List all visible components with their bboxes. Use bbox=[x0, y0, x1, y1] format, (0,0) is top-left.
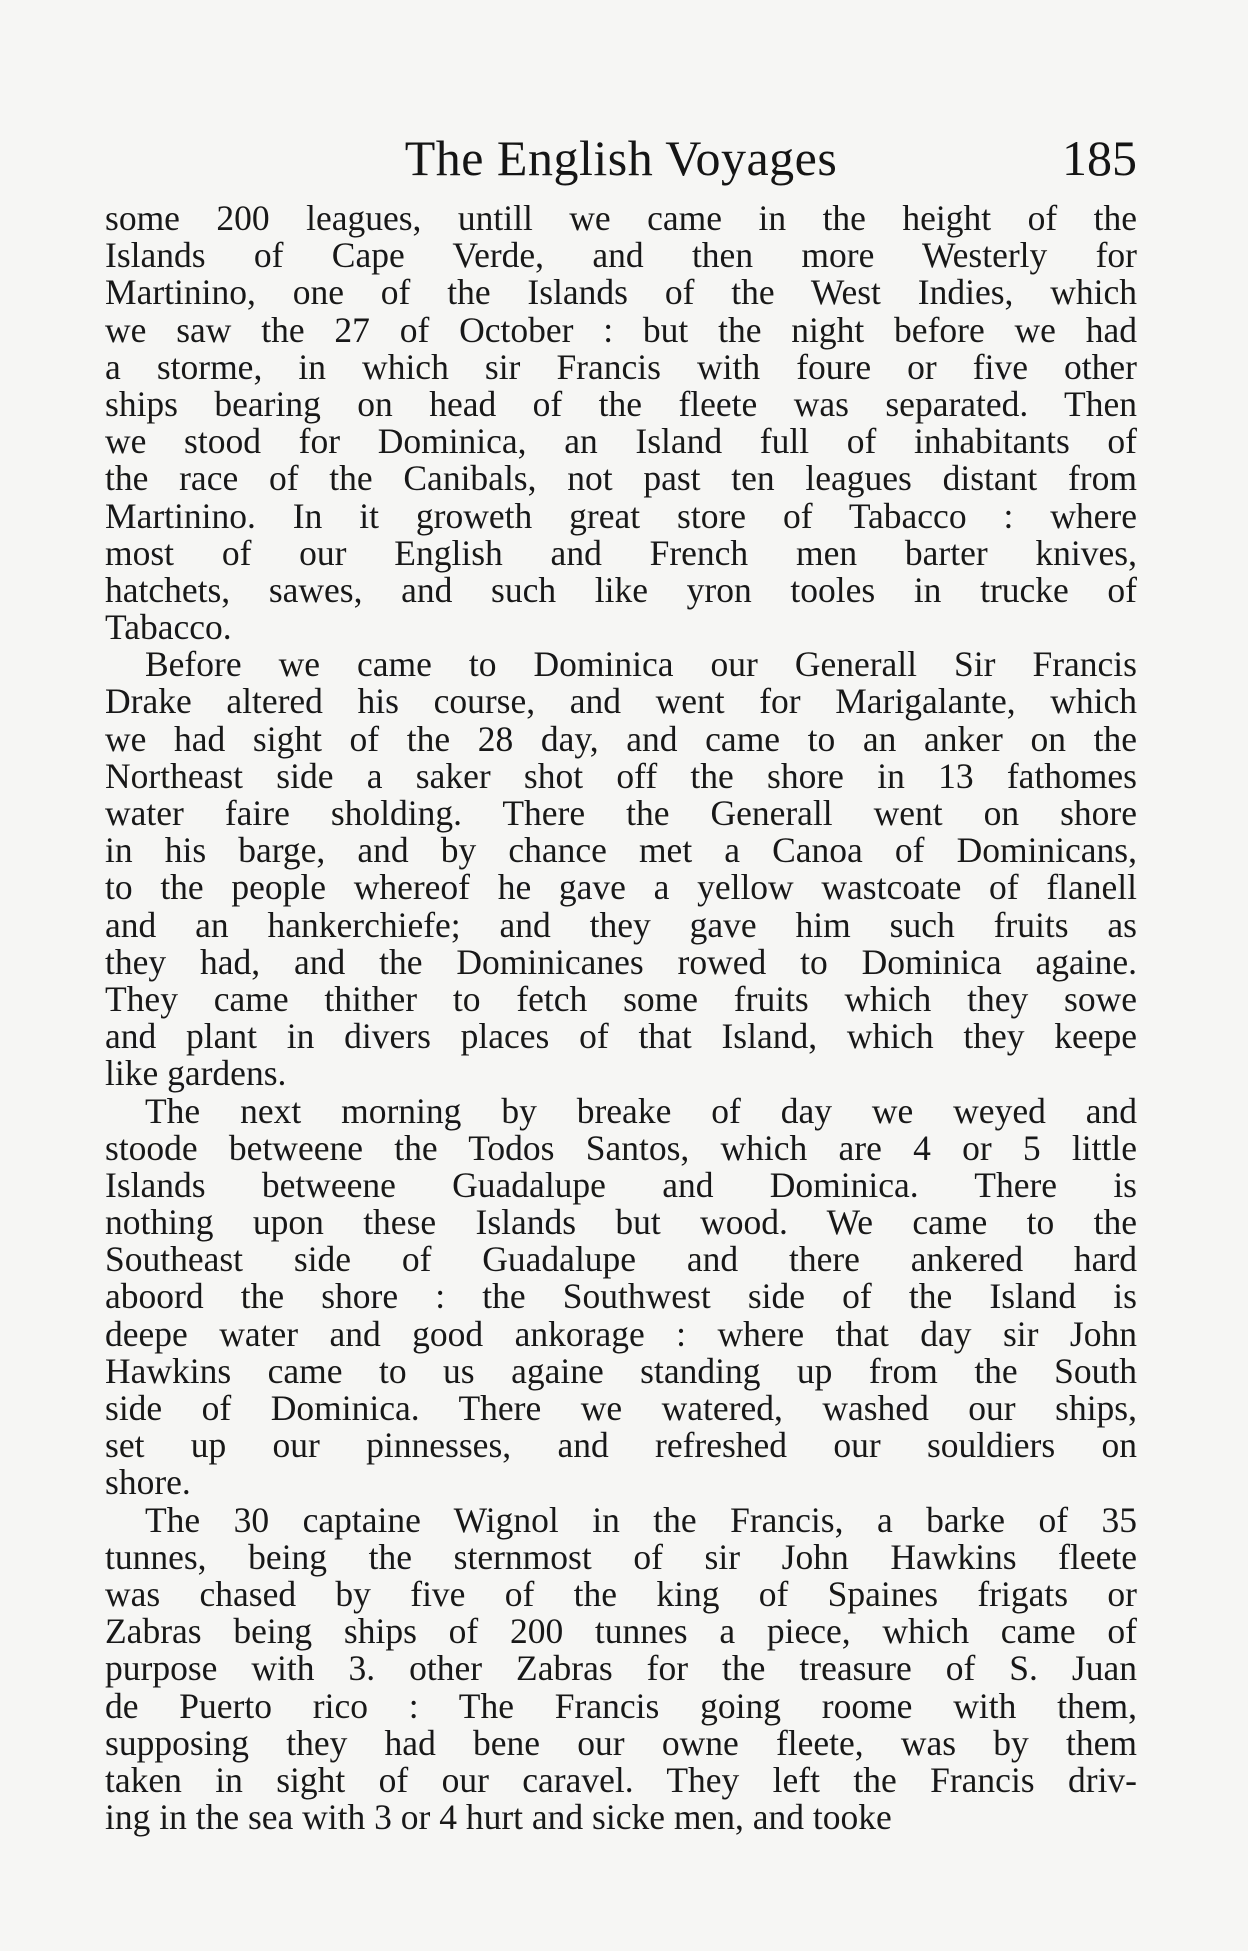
page-header bbox=[105, 128, 1137, 188]
text-line: ing in the sea with 3 or 4 hurt and sicke men, and tooke bbox=[105, 1797, 892, 1838]
text-line: The 30 captaine Wignol in the Francis, a barke of 35 bbox=[145, 1499, 1137, 1540]
text-line: Martinino. In it groweth great store of Tabacco : where bbox=[105, 495, 1137, 536]
text-line: and plant in divers places of that Island, which they keepe bbox=[105, 1016, 1137, 1057]
text-line: Northeast side a saker shot off the shore in 13 fathomes bbox=[105, 755, 1137, 796]
running-title: The English Voyages bbox=[404, 130, 838, 186]
text-line: supposing they had bene our owne fleete, was by them bbox=[105, 1722, 1137, 1763]
text-line: de Puerto rico : The Francis going roome with them, bbox=[105, 1685, 1137, 1726]
text-line: ships bearing on head of the fleete was separated. Then bbox=[105, 383, 1137, 424]
text-line: we saw the 27 of October : but the night before we had bbox=[105, 309, 1137, 350]
text-line: Before we came to Dominica our Generall Sir Francis bbox=[145, 644, 1137, 685]
text-line: we stood for Dominica, an Island full of inhabitants of bbox=[105, 421, 1137, 462]
text-line: The next morning by breake of day we weyed and bbox=[145, 1090, 1137, 1131]
text-line: stoode betweene the Todos Santos, which are 4 or 5 little bbox=[105, 1127, 1137, 1168]
text-line: purpose with 3. other Zabras for the treasure of S. Juan bbox=[105, 1648, 1137, 1689]
text-line: shore. bbox=[105, 1462, 191, 1503]
text-line: water faire sholding. There the Generall went on shore bbox=[105, 793, 1137, 833]
paragraph bbox=[105, 200, 1137, 646]
text-line: the race of the Canibals, not past ten leagues distant from bbox=[105, 458, 1137, 499]
text-line: nothing upon these Islands but wood. We came to the bbox=[105, 1202, 1137, 1243]
text-line: Drake altered his course, and went for Marigalante, which bbox=[105, 681, 1137, 722]
paragraph bbox=[105, 1090, 1137, 1503]
text-line: like gardens. bbox=[105, 1053, 287, 1094]
text-line: side of Dominica. There we watered, washed our ships, bbox=[105, 1388, 1137, 1428]
text-line: to the people whereof he gave a yellow wastcoate of flanell bbox=[105, 867, 1137, 908]
text-line: deepe water and good ankorage : where that day sir John bbox=[105, 1313, 1137, 1354]
text-line: in his barge, and by chance met a Canoa of Dominicans, bbox=[105, 830, 1137, 871]
paragraph bbox=[105, 646, 1137, 1092]
text-line: and an hankerchiefe; and they gave him such fruits as bbox=[105, 904, 1137, 945]
text-line: most of our English and French men barter knives, bbox=[105, 532, 1137, 573]
text-line: Tabacco. bbox=[105, 607, 232, 648]
text-line: we had sight of the 28 day, and came to an anker on the bbox=[105, 718, 1137, 759]
body-text bbox=[105, 200, 1137, 1836]
text-line: taken in sight of our caravel. They left the Francis driv- bbox=[105, 1759, 1137, 1800]
text-line: Martinino, one of the Islands of the West Indies, which bbox=[105, 272, 1137, 313]
text-line: a storme, in which sir Francis with foure or five other bbox=[105, 346, 1137, 387]
text-line: hatchets, sawes, and such like yron tooles in trucke of bbox=[105, 569, 1137, 610]
text-line: set up our pinnesses, and refreshed our souldiers on bbox=[105, 1425, 1137, 1466]
text-line: they had, and the Dominicanes rowed to Dominica againe. bbox=[105, 941, 1137, 982]
paragraph bbox=[105, 1499, 1137, 1838]
page-number: 185 bbox=[1062, 130, 1137, 186]
text-line: Islands betweene Guadalupe and Dominica. There is bbox=[105, 1164, 1137, 1205]
text-line: was chased by five of the king of Spaines frigats or bbox=[105, 1573, 1137, 1614]
text-line: Zabras being ships of 200 tunnes a piece, which came of bbox=[105, 1611, 1137, 1652]
text-line: Hawkins came to us againe standing up from the South bbox=[105, 1350, 1137, 1391]
text-line: Southeast side of Guadalupe and there ankered hard bbox=[105, 1239, 1137, 1280]
text-line: aboord the shore : the Southwest side of the Island is bbox=[105, 1276, 1137, 1317]
text-line: They came thither to fetch some fruits which they sowe bbox=[105, 978, 1137, 1019]
text-line: tunnes, being the sternmost of sir John Hawkins fleete bbox=[105, 1536, 1137, 1577]
text-line: some 200 leagues, untill we came in the height of the bbox=[105, 198, 1137, 238]
text-line: Islands of Cape Verde, and then more Westerly for bbox=[105, 235, 1137, 276]
